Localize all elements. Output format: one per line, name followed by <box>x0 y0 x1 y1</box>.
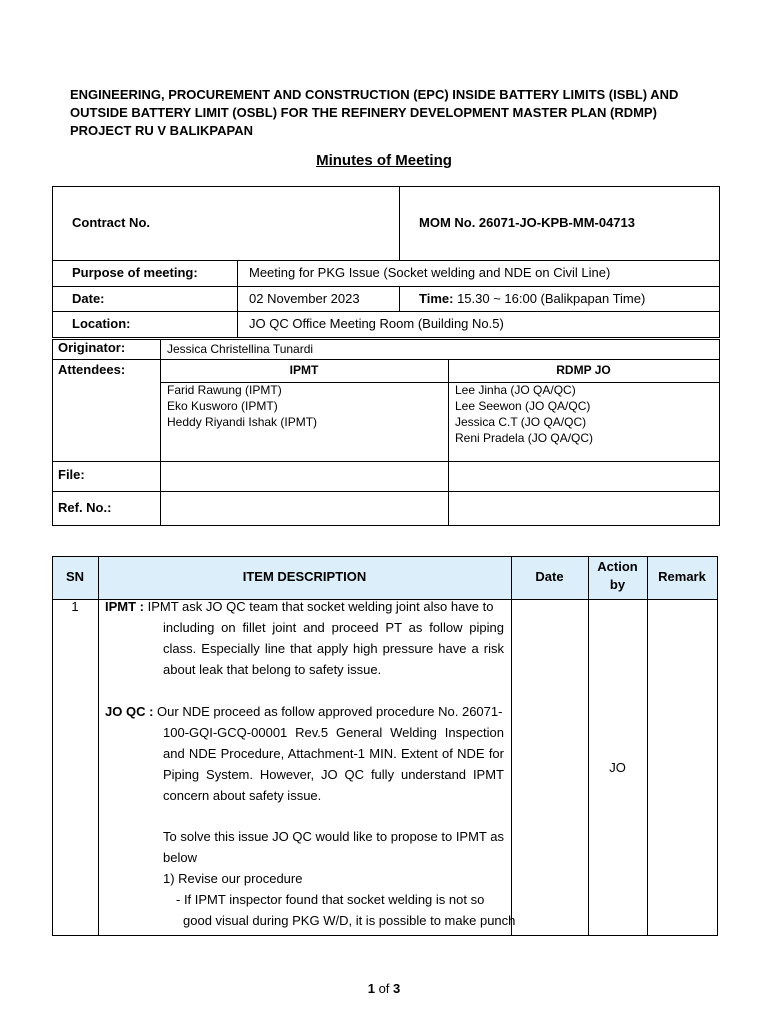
description-column-header: ITEM DESCRIPTION <box>242 569 367 584</box>
rdmp-attendee: Reni Pradela (JO QA/QC) <box>455 431 594 445</box>
purpose-value: Meeting for PKG Issue (Socket welding and NDE on Civil Line) <box>249 265 611 280</box>
rdmp-attendee: Lee Seewon (JO QA/QC) <box>455 399 591 413</box>
document-title: Minutes of Meeting <box>316 152 452 169</box>
date-value: 02 November 2023 <box>249 291 360 306</box>
purpose-label: Purpose of meeting: <box>72 265 198 280</box>
ref-no-label: Ref. No.: <box>58 500 112 515</box>
ipmt-attendee: Farid Rawung (IPMT) <box>167 383 282 397</box>
row-sn: 1 <box>71 599 79 614</box>
remark-column-header: Remark <box>658 569 706 584</box>
row-action-by: JO <box>609 760 626 775</box>
joqc-statement-first-line: JO QC : Our NDE proceed as follow approved procedure No. 26071- <box>105 704 503 719</box>
ipmt-attendee: Eko Kusworo (IPMT) <box>167 399 278 413</box>
sn-column-header: SN <box>65 569 85 584</box>
location-label: Location: <box>72 316 131 331</box>
date-label: Date: <box>72 291 105 306</box>
ipmt-attendee: Heddy Riyandi Ishak (IPMT) <box>167 415 318 429</box>
time-label: Time: <box>419 291 454 306</box>
originator-label: Originator: <box>58 340 126 355</box>
proposal-bullet-line-1: - If IPMT inspector found that socket welding is not so <box>176 892 485 907</box>
ipmt-statement-first-line: IPMT : IPMT ask JO QC team that socket welding joint also have to <box>105 599 494 614</box>
action-by-column-header: Action by <box>597 559 638 592</box>
ipmt-column-header: IPMT <box>289 363 319 377</box>
ipmt-statement-rest: including on fillet joint and proceed PT as follow piping class. Especially line that apply high pressure have a risk about leak that belong to safety issue. <box>163 620 504 677</box>
joqc-statement-rest: 100-GQI-GCQ-00001 Rev.5 General Welding Inspection and NDE Procedure, Attachment-1 MIN. Extent of NDE for Piping System. However, JO QC fully understand IPMT concern about safety issue. <box>163 725 504 803</box>
location-value: JO QC Office Meeting Room (Building No.5) <box>249 316 504 331</box>
originator-value: Jessica Christellina Tunardi <box>167 342 314 356</box>
attendees-label: Attendees: <box>58 362 126 377</box>
rdmp-attendee: Jessica C.T (JO QA/QC) <box>455 415 587 429</box>
proposal-step-1: 1) Revise our procedure <box>163 871 303 886</box>
project-title: ENGINEERING, PROCUREMENT AND CONSTRUCTION (EPC) INSIDE BATTERY LIMITS (ISBL) AND OUTSIDE BATTERY LIMIT (OSBL) FOR THE REFINERY DEVELOPMENT MASTER PLAN (RDMP) PROJECT RU V BALIKPAPAN <box>70 87 679 138</box>
proposal-bullet-line-2: good visual during PKG W/D, it is possible to make punch <box>183 913 516 928</box>
rdmp-attendee: Lee Jinha (JO QA/QC) <box>455 383 576 397</box>
contract-no-label: Contract No. <box>72 215 150 230</box>
proposal-intro: To solve this issue JO QC would like to propose to IPMT as below <box>163 829 504 865</box>
file-label: File: <box>58 467 85 482</box>
date-column-header: Date <box>535 569 564 584</box>
time-field <box>419 291 645 307</box>
page-number: 1 of 3 <box>367 981 401 996</box>
time-value: 15.30 ~ 16:00 (Balikpapan Time) <box>457 291 646 306</box>
mom-number: MOM No. 26071-JO-KPB-MM-04713 <box>419 215 635 230</box>
rdmp-column-header: RDMP JO <box>556 363 611 377</box>
